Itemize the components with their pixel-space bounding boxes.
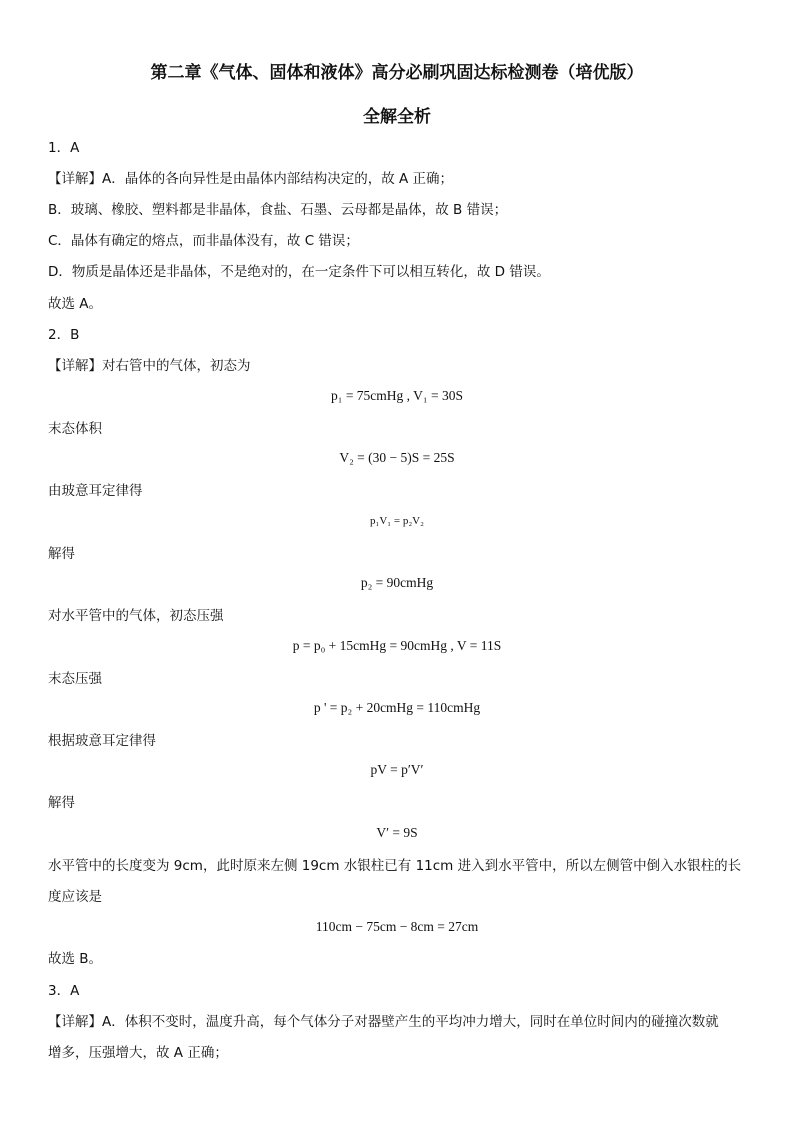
q2-equation-5: p = p₀ + 15cmHg = 90cmHg , V = 11S — [292, 638, 502, 653]
q2-equation-2: V₂ = (30 − 5)S = 25S — [339, 450, 455, 465]
q2-line-2: 末态体积 — [48, 421, 102, 437]
q2-line-1: 【详解】对右管中的气体，初态为 — [48, 358, 251, 374]
q1-answer: 1．A — [48, 140, 80, 156]
q2-line-10: 度应该是 — [48, 889, 102, 905]
q2-equation-1: p₁ = 75cmHg , V₁ = 30S — [330, 388, 464, 403]
q2-line-5: 对水平管中的气体，初态压强 — [48, 608, 224, 624]
q2-line-8: 解得 — [48, 795, 75, 811]
document-title: 第二章《气体、固体和液体》高分必刷巩固达标检测卷（培优版） — [150, 63, 644, 83]
q2-equation-7: pV = p′V′ — [370, 762, 424, 777]
q1-line-2: B．玻璃、橡胶、塑料都是非晶体，食盐、石墨、云母都是晶体，故 B 错误； — [48, 202, 508, 218]
q3-line-1: 【详解】A．体积不变时，温度升高，每个气体分子对器壁产生的平均冲力增大，同时在单位时间内的碰撞次数就 — [48, 1014, 719, 1030]
q2-line-9: 水平管中的长度变为 9cm，此时原来左侧 19cm 水银柱已有 11cm 进入到水平管中，所以左侧管中倒入水银柱的长 — [48, 858, 742, 874]
q1-line-3: C．晶体有确定的熔点，而非晶体没有，故 C 错误； — [48, 233, 359, 249]
q2-equation-6: p ' = p₂ + 20cmHg = 110cmHg — [313, 700, 481, 715]
q1-line-1: 【详解】A．晶体的各向异性是由晶体内部结构决定的，故 A 正确； — [48, 171, 454, 187]
q2-line-6: 末态压强 — [48, 671, 102, 687]
q3-line-2: 增多，压强增大，故 A 正确； — [48, 1045, 228, 1061]
q1-line-5: 故选 A。 — [48, 296, 103, 312]
q2-line-11: 故选 B。 — [48, 951, 103, 967]
q2-equation-3: p₁V₁ = p₂V₂ — [370, 515, 424, 527]
q2-line-3: 由玻意耳定律得 — [48, 483, 143, 499]
q3-answer: 3．A — [48, 983, 80, 999]
q2-equation-8: V′ = 9S — [376, 825, 418, 840]
q2-answer: 2．B — [48, 327, 80, 343]
q1-line-4: D．物质是晶体还是非晶体，不是绝对的，在一定条件下可以相互转化，故 D 错误。 — [48, 264, 550, 280]
q2-equation-9: 110cm − 75cm − 8cm = 27cm — [315, 919, 479, 934]
q2-line-7: 根据玻意耳定律得 — [48, 733, 156, 749]
document-subtitle: 全解全析 — [363, 107, 431, 127]
q2-line-4: 解得 — [48, 546, 75, 562]
q2-equation-4: p₂ = 90cmHg — [360, 575, 434, 590]
